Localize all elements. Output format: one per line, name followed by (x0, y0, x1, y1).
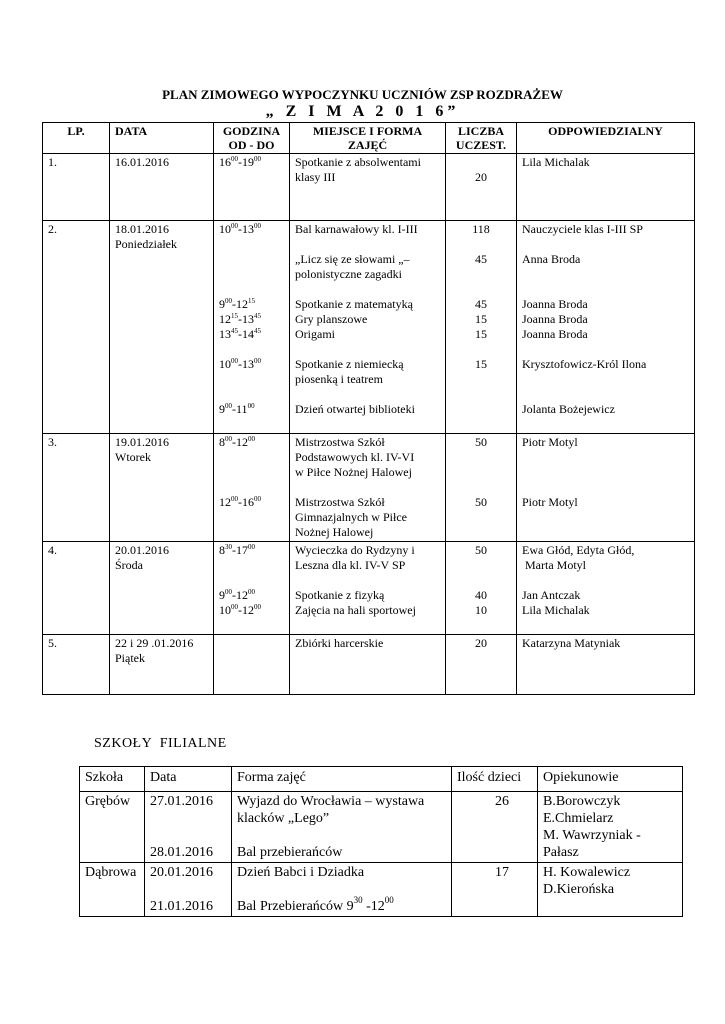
activity-line: Bal przebierańców (237, 845, 343, 860)
participant-count: 15 (475, 327, 487, 341)
responsible-person: Ewa Głód, Edyta Głód, (522, 543, 635, 557)
table-row (43, 542, 695, 635)
time-range: $10^{00}-13^{00}$ (219, 222, 261, 236)
participant-count: 50 (475, 495, 487, 509)
cell-liczba (446, 434, 517, 542)
time-range: $8^{00}-12^{00}$ (219, 435, 255, 449)
cell-szkola: Grębów (80, 792, 145, 863)
participant-count: 10 (475, 603, 487, 617)
header-liczba-line1: LICZBA (457, 124, 504, 138)
participant-count: 45 (475, 297, 487, 311)
caretaker: B.Borowczyk (543, 794, 621, 809)
cell-miejsce (290, 154, 446, 221)
cell-opiekunowie (538, 863, 683, 917)
activity-line: Wycieczka do Rydzyny i (295, 543, 415, 557)
header-liczba (446, 123, 517, 154)
caretaker: Pałasz (543, 845, 579, 860)
cell-odpowiedzialny (517, 434, 695, 542)
cell-ilosc: 26 (452, 792, 538, 863)
weekday-text: Środa (115, 558, 143, 572)
table-row (43, 635, 695, 695)
responsible-person: Piotr Motyl (522, 495, 578, 509)
responsible-person: Lila Michalak (522, 603, 590, 617)
responsible-person: Jolanta Bożejewicz (522, 402, 615, 416)
cell-godzina (214, 154, 290, 221)
cell-data (110, 221, 214, 434)
cell-miejsce (290, 221, 446, 434)
table-header-row (80, 767, 683, 792)
cell-lp: 1. (43, 154, 110, 221)
activity-line: Mistrzostwa Szkół (295, 435, 385, 449)
time-range: $10^{00}-12^{00}$ (219, 603, 261, 617)
responsible-person: Marta Motyl (522, 558, 586, 572)
caretaker: H. Kowalewicz (543, 865, 631, 880)
activity-line: Leszna dla kl. IV-V SP (295, 558, 406, 572)
cell-odpowiedzialny (517, 154, 695, 221)
header-liczba-line2: UCZEST. (455, 138, 507, 152)
header-miejsce (290, 123, 446, 154)
date-text: 18.01.2016 (115, 222, 169, 236)
cell-data (145, 863, 232, 917)
header-data: DATA (110, 123, 214, 154)
cell-lp: 2. (43, 221, 110, 434)
activity-line: Gimnazjalnych w Piłce (295, 510, 407, 524)
activity-line: Spotkanie z niemiecką (295, 357, 404, 371)
date-text: 16.01.2016 (115, 155, 169, 169)
cell-forma (232, 863, 452, 917)
caretaker: D.Kierońska (543, 882, 615, 897)
cell-liczba (446, 635, 517, 695)
document-subtitle: „ Z I M A 2 0 1 6” (265, 103, 460, 120)
time-range: $9^{00}-12^{15}$ (219, 297, 255, 311)
time-range: $12^{00}-16^{00}$ (219, 495, 261, 509)
participant-count: 15 (475, 312, 487, 326)
header-ilosc: Ilość dzieci (452, 767, 538, 792)
caretaker: M. Wawrzyniak - (543, 828, 641, 843)
cell-data (110, 154, 214, 221)
table-header-row (43, 123, 695, 154)
cell-liczba (446, 221, 517, 434)
table-row (80, 792, 683, 863)
date-text: 19.01.2016 (115, 435, 169, 449)
cell-godzina (214, 434, 290, 542)
time-range: $16^{00}-19^{00}$ (219, 155, 261, 169)
cell-szkola: Dąbrowa (80, 863, 145, 917)
weekday-text: Wtorek (115, 450, 151, 464)
activity-line: Bal karnawałowy kl. I-III (295, 222, 418, 236)
time-range: $9^{00}-12^{00}$ (219, 588, 255, 602)
header-data: Data (145, 767, 232, 792)
cell-ilosc: 17 (452, 863, 538, 917)
participant-count: 45 (475, 252, 487, 266)
table-row (43, 221, 695, 434)
header-miejsce-line2: ZAJĘĆ (347, 138, 388, 152)
activity-line: Nożnej Halowej (295, 525, 374, 539)
activity-line: Spotkanie z absolwentami (295, 155, 421, 169)
date-text: 20.01.2016 (150, 865, 213, 880)
responsible-person: Jan Antczak (522, 588, 581, 602)
cell-miejsce (290, 635, 446, 695)
activity-line: Podstawowych kl. IV-VI (295, 450, 415, 464)
activity-line: „Licz się ze słowami „– (295, 252, 410, 266)
cell-odpowiedzialny (517, 542, 695, 635)
participant-count: 20 (475, 636, 487, 650)
weekday-text: Piątek (115, 651, 145, 665)
header-godzina-line2: OD - DO (228, 138, 275, 152)
header-szkola: Szkoła (80, 767, 145, 792)
time-range: $13^{45}-14^{45}$ (219, 327, 261, 341)
document-title: PLAN ZIMOWEGO WYPOCZYNKU UCZNIÓW ZSP ROZDRAŻEW (162, 87, 563, 102)
cell-odpowiedzialny (517, 635, 695, 695)
time-range: $8^{30}-17^{00}$ (219, 543, 255, 557)
branch-schools-table (79, 766, 683, 917)
responsible-person: Piotr Motyl (522, 435, 578, 449)
time-range: $12^{15}-13^{45}$ (219, 312, 261, 326)
cell-forma (232, 792, 452, 863)
cell-lp: 4. (43, 542, 110, 635)
cell-lp: 3. (43, 434, 110, 542)
participant-count: 50 (475, 543, 487, 557)
header-godzina-line1: GODZINA (222, 124, 281, 138)
table-row (43, 434, 695, 542)
date-text: 27.01.2016 (150, 794, 213, 809)
cell-opiekunowie (538, 792, 683, 863)
activity-line: Dzień otwartej biblioteki (295, 402, 415, 416)
header-lp: LP. (43, 123, 110, 154)
activity-line: Origami (295, 327, 335, 341)
header-miejsce-line1: MIEJSCE I FORMA (312, 124, 423, 138)
main-schedule-table (42, 122, 695, 695)
cell-odpowiedzialny (517, 221, 695, 434)
header-odpowiedzialny: ODPOWIEDZIALNY (517, 123, 695, 154)
cell-data (110, 434, 214, 542)
cell-miejsce (290, 434, 446, 542)
date-text: 22 i 29 .01.2016 (115, 636, 194, 650)
participant-count: 20 (475, 170, 487, 184)
header-forma: Forma zajęć (232, 767, 452, 792)
activity-line: w Piłce Nożnej Halowej (295, 465, 412, 479)
activity-line: Mistrzostwa Szkół (295, 495, 385, 509)
table-row (43, 154, 695, 221)
responsible-person: Anna Broda (522, 252, 581, 266)
participant-count: 40 (475, 588, 487, 602)
cell-liczba (446, 154, 517, 221)
cell-godzina (214, 221, 290, 434)
activity-line: Wyjazd do Wrocławia – wystawa (237, 794, 425, 809)
participant-count: 50 (475, 435, 487, 449)
date-text: 20.01.2016 (115, 543, 169, 557)
activity-line: Zbiórki harcerskie (295, 636, 384, 650)
cell-data (145, 792, 232, 863)
cell-godzina (214, 542, 290, 635)
cell-liczba (446, 542, 517, 635)
activity-line: Zajęcia na hali sportowej (295, 603, 416, 617)
responsible-person: Joanna Broda (522, 312, 588, 326)
participant-count: 15 (475, 357, 487, 371)
activity-line: Dzień Babci i Dziadka (237, 865, 365, 880)
date-text: 21.01.2016 (150, 899, 213, 914)
responsible-person: Joanna Broda (522, 327, 588, 341)
activity-line: polonistyczne zagadki (295, 267, 402, 281)
caretaker: E.Chmielarz (543, 811, 614, 826)
activity-line: klacków „Lego” (237, 811, 330, 826)
time-range: $10^{00}-13^{00}$ (219, 357, 261, 371)
activity-line: Gry planszowe (295, 312, 368, 326)
activity-line: piosenką i teatrem (295, 372, 383, 386)
weekday-text: Poniedziałek (115, 237, 177, 251)
activity-line: Spotkanie z fizyką (295, 588, 385, 602)
table-row (80, 863, 683, 917)
date-text: 28.01.2016 (150, 845, 213, 860)
participant-count: 118 (472, 222, 490, 236)
time-range: $9^{00}-11^{00}$ (219, 402, 255, 416)
header-opiekunowie: Opiekunowie (538, 767, 683, 792)
activity-line: Spotkanie z matematyką (295, 297, 413, 311)
responsible-person: Joanna Broda (522, 297, 588, 311)
cell-data (110, 635, 214, 695)
header-godzina (214, 123, 290, 154)
responsible-person: Lila Michalak (522, 155, 590, 169)
cell-lp: 5. (43, 635, 110, 695)
activity-line: Bal Przebierańców $9^{30}$ $-12^{00}$ (237, 895, 394, 914)
section-title: SZKOŁY FILIALNE (94, 736, 227, 751)
responsible-person: Katarzyna Matyniak (522, 636, 621, 650)
activity-line: klasy III (295, 170, 336, 184)
responsible-person: Nauczyciele klas I-III SP (522, 222, 643, 236)
cell-godzina (214, 635, 290, 695)
cell-miejsce (290, 542, 446, 635)
responsible-person: Krysztofowicz-Król Ilona (522, 357, 647, 371)
cell-data (110, 542, 214, 635)
